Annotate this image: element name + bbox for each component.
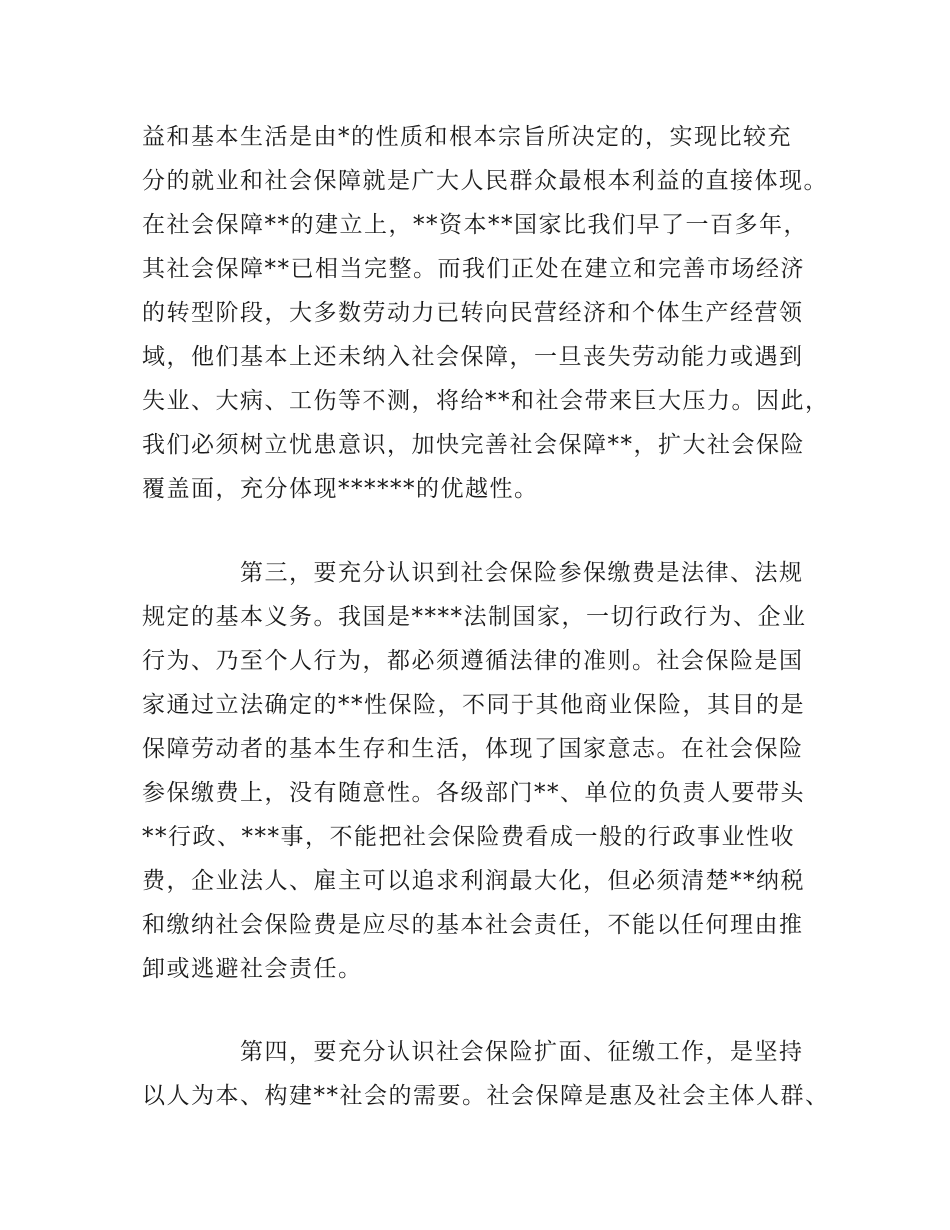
text-line: 保障劳动者的基本生存和生活，体现了国家意志。在社会保险 (142, 736, 804, 762)
text-line: 我们必须树立忧患意识，加快完善社会保障**，扩大社会保险 (142, 432, 805, 458)
paragraph-1 (142, 115, 830, 511)
paragraph-2 (142, 551, 822, 991)
text-line: 以人为本、构建**社会的需要。社会保障是惠及社会主体人群、 (142, 1083, 830, 1109)
text-line: 分的就业和社会保障就是广大人民群众最根本利益的直接体现。 (142, 168, 828, 194)
text-line: 行为、乃至个人行为，都必须遵循法律的准则。社会保险是国 (142, 648, 804, 674)
text-line: 费，企业法人、雇主可以追求利润最大化，但必须清楚**纳税 (142, 868, 805, 894)
text-line: 其社会保障**已相当完整。而我们正处在建立和完善市场经济 (142, 256, 805, 282)
text-line: 和缴纳社会保险费是应尽的基本社会责任，不能以任何理由推 (142, 912, 804, 938)
text-line: 第四，要充分认识社会保险扩面、征缴工作，是坚持 (142, 1039, 804, 1065)
text-line: 覆盖面，充分体现******的优越性。 (142, 476, 539, 502)
text-line: 卸或逃避社会责任。 (142, 956, 363, 982)
text-line: 参保缴费上，没有随意性。各级部门**、单位的负责人要带头 (142, 780, 805, 806)
text-line: 规定的基本义务。我国是****法制国家，一切行政行为、企业 (142, 604, 807, 630)
text-line: **行政、***事，不能把社会保险费看成一般的行政事业性收 (142, 824, 795, 850)
text-line: 在社会保障**的建立上，**资本**国家比我们早了一百多年， (142, 212, 808, 238)
paragraph-3 (142, 1030, 830, 1118)
text-line: 域，他们基本上还未纳入社会保障，一旦丧失劳动能力或遇到 (142, 344, 804, 370)
text-line: 失业、大病、工伤等不测，将给**和社会带来巨大压力。因此， (142, 388, 830, 414)
text-line: 益和基本生活是由*的性质和根本宗旨所决定的，实现比较充 (142, 124, 792, 150)
text-line: 家通过立法确定的**性保险，不同于其他商业保险，其目的是 (142, 692, 805, 718)
text-line: 第三，要充分认识到社会保险参保缴费是法律、法规 (142, 560, 804, 586)
text-line: 的转型阶段，大多数劳动力已转向民营经济和个体生产经营领 (142, 300, 804, 326)
